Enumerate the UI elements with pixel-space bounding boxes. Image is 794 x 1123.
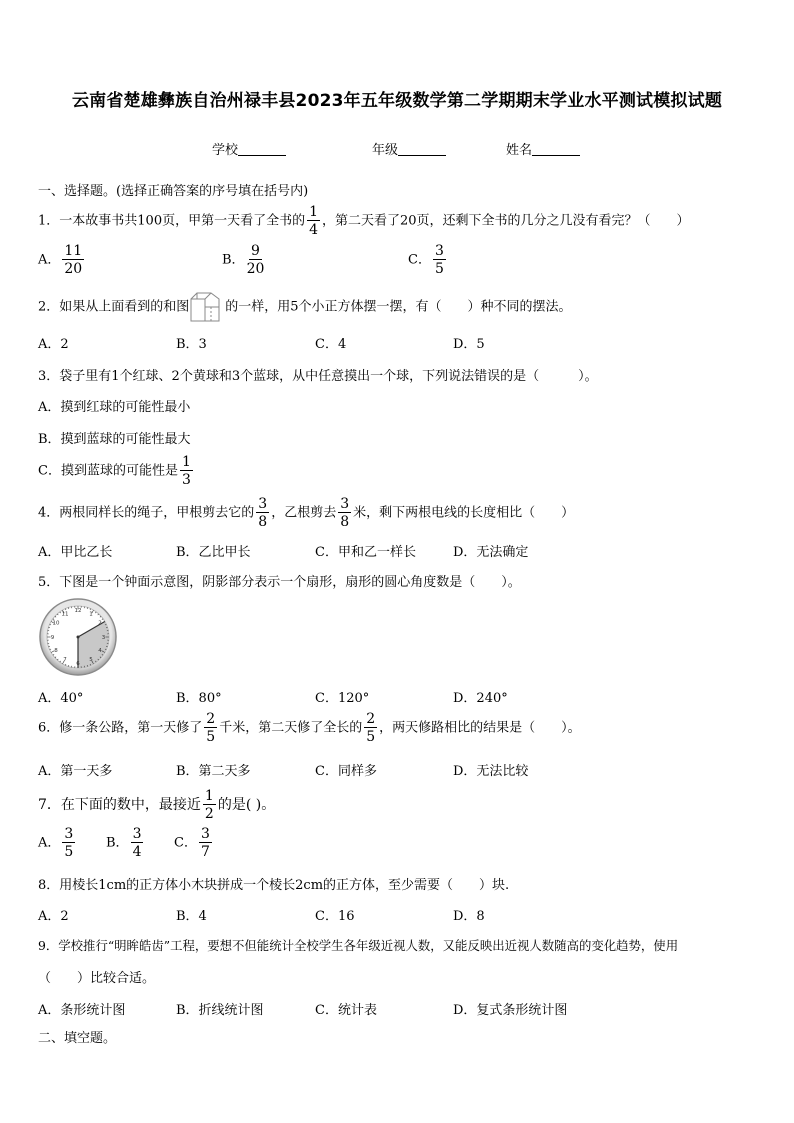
question-8: 8．用棱长1cm的正方体小木块拼成一个棱长2cm的正方体，至少需要（ ）块. [38, 878, 510, 893]
q1-opt-c-den: 5 [434, 261, 444, 277]
svg-text:6: 6 [76, 661, 80, 667]
question-5: 5．下图是一个钟面示意图，阴影部分表示一个扇形，扇形的圆心角度数是（ ）。 [38, 575, 521, 590]
q4-frac1-num: 3 [258, 496, 268, 512]
q5-option-a[interactable]: A．40° [38, 691, 84, 706]
svg-text:4: 4 [98, 648, 102, 654]
q8-option-a[interactable]: A．2 [38, 909, 69, 924]
svg-text:12: 12 [74, 608, 82, 614]
q1-option-c[interactable] [408, 244, 448, 276]
svg-text:1: 1 [89, 611, 93, 618]
q4-option-c[interactable]: C．甲和乙一样长 [315, 545, 416, 560]
q4-frac2-den: 8 [340, 514, 350, 530]
section2-heading: 二、填空题。 [38, 1031, 117, 1046]
q1-opt-b-num: 9 [251, 243, 260, 259]
q4-frac2-num: 3 [340, 496, 350, 512]
q7-opt-b-frac [131, 827, 144, 859]
q7-opt-a-den: 5 [64, 844, 74, 860]
svg-text:7: 7 [63, 657, 67, 663]
q1-opt-b-label: B． [222, 252, 245, 268]
q4-fraction-2 [338, 497, 351, 529]
q7-frac-den: 2 [204, 806, 214, 822]
q2-option-b[interactable]: B．3 [176, 337, 207, 352]
svg-text:3: 3 [101, 635, 106, 641]
q4-option-d[interactable]: D．无法确定 [453, 545, 529, 560]
q4-frac1-den: 8 [258, 514, 268, 530]
q7-opt-c-den: 7 [200, 844, 210, 860]
q1-opt-c-label: C． [408, 252, 431, 268]
svg-text:8: 8 [54, 648, 58, 654]
q6-text-b: 千米，第二天修了全长的 [219, 720, 363, 736]
question-6 [38, 712, 581, 744]
q1-opt-a-frac [62, 244, 84, 276]
q1-option-a[interactable] [38, 244, 86, 276]
q4-text-b: ，乙根剪去 [271, 505, 337, 521]
q2-option-a[interactable]: A．2 [38, 337, 69, 352]
question-9-line-1: 9．学校推行“明眸皓齿”工程，要想不但能统计全校学生各年级近视人数，又能反映出近视人数随高的变化趋势，使用 [38, 938, 679, 953]
q7-opt-b-label: B． [106, 835, 129, 851]
name-blank[interactable] [532, 142, 580, 156]
q1-fraction [307, 205, 320, 237]
q6-fraction-1 [204, 712, 217, 744]
q1-opt-a-den: 20 [64, 261, 83, 277]
q7-opt-b-num: 3 [132, 826, 142, 842]
q6-text-c: ，两天修路相比的结果是（ ）。 [379, 720, 581, 736]
q1-text-a: 1．一本故事书共100页，甲第一天看了全书的 [38, 213, 306, 229]
q3-opt-c-num: 1 [181, 454, 191, 470]
q6-option-a[interactable]: A．第一天多 [38, 764, 113, 779]
q2-text-b: 的一样，用5个小正方体摆一摆，有（ ）种不同的摆法。 [225, 299, 572, 315]
q4-fraction-1 [256, 497, 269, 529]
q5-option-b[interactable]: B．80° [176, 691, 222, 706]
question-1 [38, 205, 690, 237]
q1-frac-den: 4 [309, 222, 319, 238]
q4-text-c: 米，剩下两根电线的长度相比（ ） [353, 505, 575, 521]
q6-text-a: 6．修一条公路，第一天修了 [38, 720, 203, 736]
svg-text:11: 11 [61, 611, 69, 618]
q9-option-d[interactable]: D．复式条形统计图 [453, 1003, 568, 1018]
q6-option-b[interactable]: B．第二天多 [176, 764, 251, 779]
q1-opt-c-num: 3 [434, 243, 444, 259]
clock-face-figure [38, 597, 118, 677]
q7-opt-c-frac [199, 827, 212, 859]
q7-option-b[interactable] [106, 827, 145, 859]
q3-option-a[interactable]: A．摸到红球的可能性最小 [38, 400, 191, 415]
q7-opt-b-den: 4 [132, 844, 142, 860]
q7-opt-a-label: A． [38, 835, 61, 851]
q3-opt-c-text: C．摸到蓝球的可能性是 [38, 463, 178, 479]
q7-frac-num: 1 [204, 788, 214, 804]
q2-option-c[interactable]: C．4 [315, 337, 347, 352]
q1-opt-c-frac [433, 244, 446, 276]
svg-text:5: 5 [89, 657, 93, 663]
q1-opt-b-den: 20 [246, 261, 265, 277]
q7-opt-c-num: 3 [200, 826, 210, 842]
q6-fraction-2 [364, 712, 377, 744]
question-3: 3．袋子里有1个红球、2个黄球和3个蓝球，从中任意摸出一个球，下列说法错误的是（ ）。 [38, 369, 598, 384]
q2-option-d[interactable]: D．5 [453, 337, 485, 352]
q5-option-d[interactable]: D．240° [453, 691, 508, 706]
clock-center [77, 636, 80, 639]
grade-label: 年级 [372, 143, 399, 158]
q9-option-b[interactable]: B．折线统计图 [176, 1003, 264, 1018]
q7-fraction [203, 789, 216, 821]
q4-text-a: 4．两根同样长的绳子，甲根剪去它的 [38, 505, 255, 521]
q7-opt-a-num: 3 [64, 826, 74, 842]
name-field [506, 139, 580, 158]
q1-opt-a-label: A． [38, 252, 61, 268]
q3-option-b[interactable]: B．摸到蓝球的可能性最大 [38, 432, 191, 447]
q1-frac-num: 1 [309, 204, 319, 220]
q3-opt-c-den: 3 [181, 472, 191, 488]
q1-text-b: ，第二天看了20页，还剩下全书的几分之几没有看完？（ ） [322, 213, 690, 229]
q3-option-c[interactable] [38, 455, 195, 487]
school-blank[interactable] [238, 142, 286, 156]
school-label: 学校 [212, 143, 239, 158]
section1-heading: 一、选择题。(选择正确答案的序号填在括号内) [38, 184, 309, 199]
svg-text:9: 9 [50, 635, 55, 641]
q5-option-c[interactable]: C．120° [315, 691, 370, 706]
grade-blank[interactable] [398, 142, 446, 156]
q2-text-a: 2．如果从上面看到的和图 [38, 299, 190, 315]
question-4 [38, 497, 574, 529]
q4-option-b[interactable]: B．乙比甲长 [176, 545, 251, 560]
q1-option-b[interactable] [222, 244, 266, 276]
q7-text-b: 的是( )。 [217, 797, 276, 813]
q1-opt-b-frac [247, 244, 265, 276]
q7-opt-a-frac [62, 827, 75, 859]
q6-frac2-num: 2 [366, 711, 376, 727]
grade-field [372, 139, 446, 158]
q8-option-d[interactable]: D．8 [453, 909, 485, 924]
q7-opt-c-label: C． [174, 835, 197, 851]
q7-text-a: 7．在下面的数中，最接近 [38, 797, 201, 813]
q6-frac1-den: 5 [206, 729, 216, 745]
question-7 [38, 789, 275, 821]
q9-option-c[interactable]: C．统计表 [315, 1003, 377, 1018]
q9-option-a[interactable]: A．条形统计图 [38, 1003, 126, 1018]
q7-option-a[interactable] [38, 827, 77, 859]
school-field [212, 139, 286, 158]
q1-opt-a-num: 11 [64, 243, 83, 259]
name-label: 姓名 [506, 143, 533, 158]
cube-top-view-figure [189, 290, 225, 324]
q8-option-c[interactable]: C．16 [315, 909, 355, 924]
q3-opt-c-frac [180, 455, 193, 487]
q8-option-b[interactable]: B．4 [176, 909, 207, 924]
svg-text:2: 2 [98, 620, 102, 627]
q6-frac2-den: 5 [366, 729, 376, 745]
q7-option-c[interactable] [174, 827, 214, 859]
q6-option-c[interactable]: C．同样多 [315, 764, 377, 779]
q6-frac1-num: 2 [206, 711, 216, 727]
svg-text:10: 10 [52, 620, 60, 627]
question-9-line-2: （ ）比较合适。 [38, 971, 156, 986]
q4-option-a[interactable]: A．甲比乙长 [38, 545, 113, 560]
page-title: 云南省楚雄彝族自治州禄丰县2023年五年级数学第二学期期末学业水平测试模拟试题 [71, 91, 723, 111]
q6-option-d[interactable]: D．无法比较 [453, 764, 529, 779]
question-2 [38, 290, 572, 324]
